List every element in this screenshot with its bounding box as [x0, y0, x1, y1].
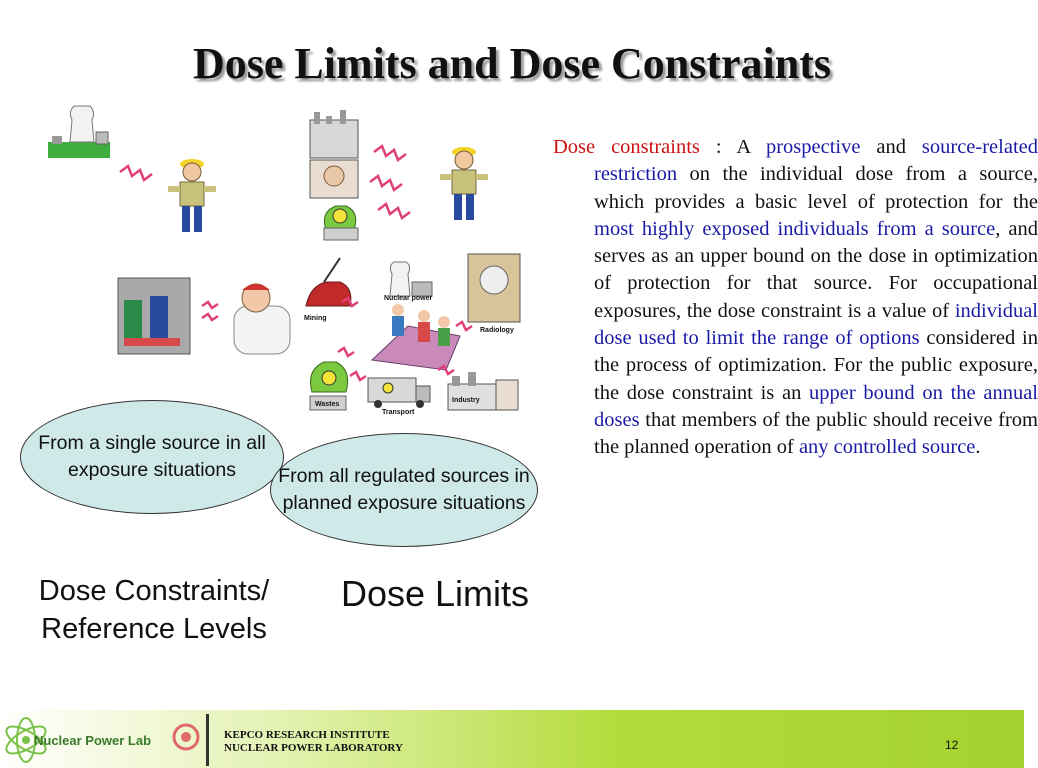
- nurse-icon: [234, 284, 290, 354]
- footer-institute: [224, 729, 403, 755]
- nuclear-power-lab-logo: [0, 710, 204, 768]
- paragraph-segment: any controlled source: [798, 436, 976, 459]
- transport-truck-icon: [368, 378, 430, 416]
- radiation-wave-icon: [120, 166, 152, 180]
- single-source-text: From a single source in all exposure situations: [38, 432, 266, 481]
- paragraph-segment: that members of the public should receive from the planned operation of: [594, 408, 1038, 459]
- dose-constraints-label: [4, 572, 304, 648]
- power-plant-icon: [48, 106, 110, 158]
- factory-icon: [310, 110, 358, 158]
- paragraph-segment: on the individual dose from a source, which provides a basic level of protection for the: [594, 163, 1038, 213]
- paragraph-segment: and: [860, 136, 922, 158]
- industry-icon: [448, 372, 518, 410]
- dose-constraints-label-line1: Dose Constraints/: [38, 575, 270, 607]
- worker-icon: [168, 159, 216, 232]
- radiation-wave-icon: [370, 146, 410, 218]
- radiation-wave-icon: [202, 302, 218, 320]
- slide-title: Dose Limits and Dose Constraints: [192, 39, 832, 88]
- patient-photo-icon: [310, 160, 358, 198]
- footer-line2: NUCLEAR POWER LABORATORY: [224, 742, 403, 754]
- paragraph-segment: , and serves as an upper bound on the dose in optimization of protection for that source. For occupational exposures, the dose constraint is a value of: [594, 217, 1038, 322]
- paragraph-segment: : A: [699, 136, 766, 158]
- paragraph-segment: upper bound on the annual doses: [594, 381, 1038, 431]
- slide-footer: [0, 710, 1024, 768]
- logo-text: Nuclear Power Lab: [34, 733, 152, 748]
- radiology-icon: [468, 254, 520, 334]
- page-number: 12: [945, 738, 959, 752]
- paragraph-segment: prospective: [765, 136, 861, 158]
- nuclear-plant-icon: [384, 262, 433, 302]
- illustration-label-industry: Industry: [452, 397, 480, 404]
- worker-icon: [440, 147, 488, 220]
- radioactive-waste-icon: [324, 206, 358, 240]
- footer-divider: [206, 714, 209, 766]
- illustration-label-mining: Mining: [304, 315, 327, 322]
- single-source-bubble: [20, 400, 284, 514]
- medical-team-icon: [118, 278, 190, 354]
- illustration-label-wastes: Wastes: [315, 401, 340, 408]
- dose-constraints-paragraph: [553, 134, 1038, 462]
- illustration-label-radiology: Radiology: [480, 327, 514, 334]
- illustration-label-nuclear-power: Nuclear power: [384, 295, 433, 302]
- footer-line1: KEPCO RESEARCH INSTITUTE: [224, 729, 390, 741]
- paragraph-segment: considered in the process of optimization. For the public exposure, the dose constraint is an: [594, 327, 1038, 404]
- illustration-label-transport: Transport: [382, 409, 415, 416]
- all-sources-bubble: [270, 433, 538, 547]
- paragraph-segment: source-related restriction: [594, 136, 1038, 186]
- mining-icon: [304, 258, 351, 322]
- paragraph-segment: most highly exposed individuals from a source: [594, 217, 996, 240]
- paragraph-segment: .: [975, 436, 981, 459]
- dose-constraints-label-line2: Reference Levels: [41, 613, 267, 645]
- radioactive-waste-icon: [310, 362, 348, 410]
- family-picnic-icon: [372, 304, 460, 370]
- dose-limits-label: Dose Limits: [340, 573, 530, 614]
- paragraph-segment: individual dose used to limit the range of options: [594, 299, 1038, 350]
- all-sources-text: From all regulated sources in planned exposure situations: [278, 465, 530, 514]
- paragraph-segment: Dose constraints: [553, 136, 700, 158]
